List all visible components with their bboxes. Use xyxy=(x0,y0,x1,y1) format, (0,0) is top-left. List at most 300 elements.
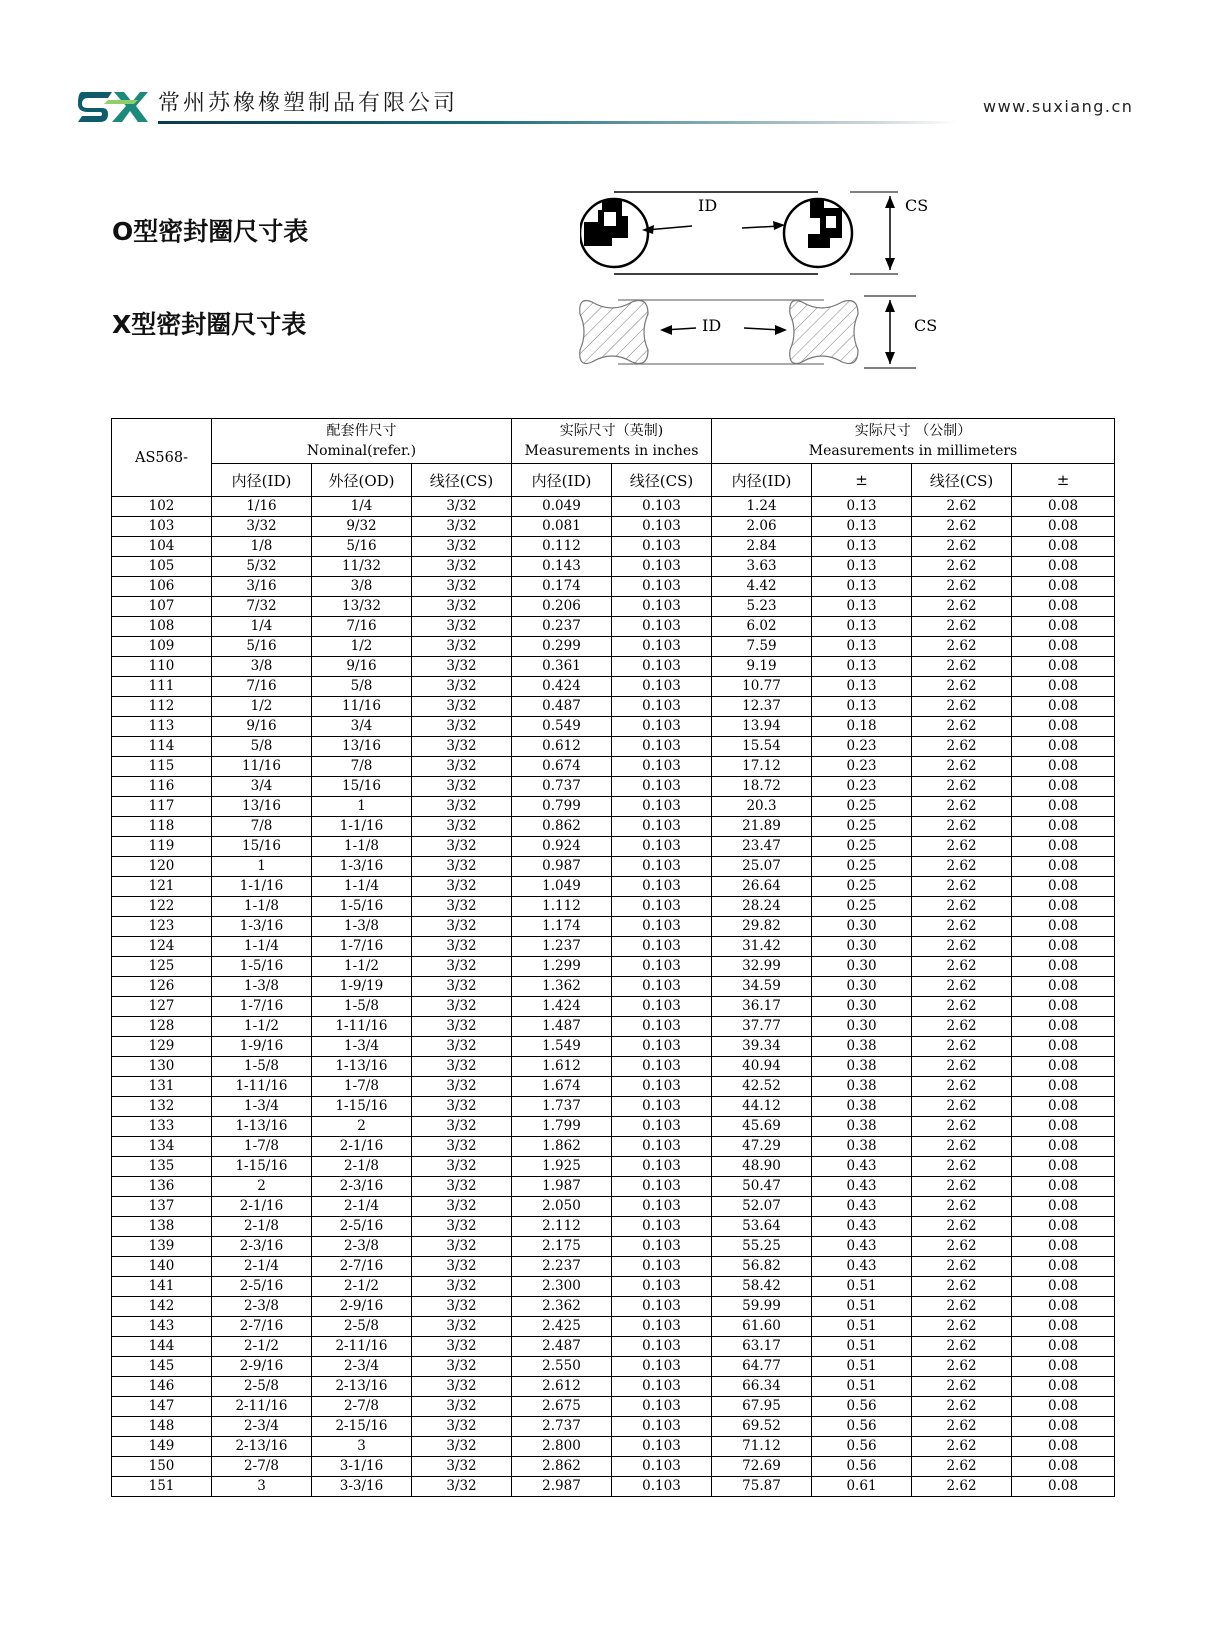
table-cell: 0.103 xyxy=(612,617,712,637)
table-cell: 2-5/8 xyxy=(212,1377,312,1397)
table-cell: 2.62 xyxy=(912,1097,1012,1117)
table-cell: 3/32 xyxy=(412,737,512,757)
company-logo-icon xyxy=(78,84,148,126)
table-cell: 132 xyxy=(112,1097,212,1117)
table-cell: 1-7/8 xyxy=(212,1137,312,1157)
table-cell: 9/16 xyxy=(212,717,312,737)
table-cell: 2-1/16 xyxy=(312,1137,412,1157)
table-row xyxy=(112,1097,1115,1117)
table-cell: 2-15/16 xyxy=(312,1417,412,1437)
table-cell: 0.103 xyxy=(612,1237,712,1257)
table-row xyxy=(112,717,1115,737)
table-cell: 0.08 xyxy=(1012,737,1115,757)
table-cell: 2.62 xyxy=(912,777,1012,797)
table-cell: 139 xyxy=(112,1237,212,1257)
table-cell: 1-1/16 xyxy=(312,817,412,837)
table-cell: 1.24 xyxy=(712,497,812,517)
table-cell: 0.08 xyxy=(1012,1357,1115,1377)
table-cell: 2.737 xyxy=(512,1417,612,1437)
table-cell: 0.103 xyxy=(612,897,712,917)
table-cell: 2.362 xyxy=(512,1297,612,1317)
table-cell: 1-11/16 xyxy=(312,1017,412,1037)
table-cell: 2.62 xyxy=(912,1477,1012,1497)
table-cell: 36.17 xyxy=(712,997,812,1017)
table-cell: 0.51 xyxy=(812,1317,912,1337)
table-cell: 3/32 xyxy=(412,717,512,737)
table-cell: 0.30 xyxy=(812,917,912,937)
table-cell: 0.737 xyxy=(512,777,612,797)
table-cell: 0.43 xyxy=(812,1257,912,1277)
table-cell: 7.59 xyxy=(712,637,812,657)
table-cell: 1-5/16 xyxy=(312,897,412,917)
table-cell: 3/32 xyxy=(412,977,512,997)
table-cell: 1-7/16 xyxy=(312,937,412,957)
table-cell: 2.62 xyxy=(912,897,1012,917)
table-cell: 0.13 xyxy=(812,537,912,557)
table-cell: 3/32 xyxy=(412,1037,512,1057)
table-cell: 3 xyxy=(312,1437,412,1457)
table-cell: 126 xyxy=(112,977,212,997)
table-cell: 0.56 xyxy=(812,1397,912,1417)
table-cell: 0.103 xyxy=(612,1117,712,1137)
table-cell: 0.30 xyxy=(812,937,912,957)
table-cell: 3/4 xyxy=(312,717,412,737)
table-row xyxy=(112,1177,1115,1197)
table-cell: 111 xyxy=(112,677,212,697)
table-cell: 3/32 xyxy=(412,997,512,1017)
size-table xyxy=(111,418,1115,1497)
table-cell: 0.08 xyxy=(1012,817,1115,837)
table-cell: 2.62 xyxy=(912,1037,1012,1057)
table-cell: 0.43 xyxy=(812,1177,912,1197)
table-cell: 0.08 xyxy=(1012,977,1115,997)
table-cell: 1-7/8 xyxy=(312,1077,412,1097)
sub-header: 内径(ID) xyxy=(712,464,812,497)
table-cell: 2-1/2 xyxy=(212,1337,312,1357)
table-cell: 0.08 xyxy=(1012,617,1115,637)
table-cell: 2-1/2 xyxy=(312,1277,412,1297)
table-cell: 29.82 xyxy=(712,917,812,937)
table-cell: 0.103 xyxy=(612,537,712,557)
table-cell: 0.103 xyxy=(612,597,712,617)
table-cell: 0.23 xyxy=(812,737,912,757)
table-row xyxy=(112,1337,1115,1357)
table-cell: 1.737 xyxy=(512,1097,612,1117)
table-cell: 1-3/8 xyxy=(212,977,312,997)
table-cell: 0.08 xyxy=(1012,1417,1115,1437)
table-cell: 1.612 xyxy=(512,1057,612,1077)
table-cell: 3/32 xyxy=(412,1297,512,1317)
table-cell: 2-7/8 xyxy=(212,1457,312,1477)
table-cell: 20.3 xyxy=(712,797,812,817)
table-cell: 3/32 xyxy=(412,1437,512,1457)
table-cell: 0.08 xyxy=(1012,1157,1115,1177)
table-cell: 1-15/16 xyxy=(312,1097,412,1117)
table-cell: 136 xyxy=(112,1177,212,1197)
table-cell: 105 xyxy=(112,557,212,577)
table-row xyxy=(112,657,1115,677)
table-cell: 2.62 xyxy=(912,617,1012,637)
table-cell: 0.103 xyxy=(612,677,712,697)
table-row xyxy=(112,577,1115,597)
table-cell: 2.62 xyxy=(912,1437,1012,1457)
table-cell: 0.30 xyxy=(812,1017,912,1037)
table-cell: 3/32 xyxy=(412,1377,512,1397)
table-cell: 3/32 xyxy=(412,1137,512,1157)
table-cell: 0.103 xyxy=(612,857,712,877)
table-cell: 2.62 xyxy=(912,937,1012,957)
table-cell: 3/32 xyxy=(412,757,512,777)
table-cell: 125 xyxy=(112,957,212,977)
table-row xyxy=(112,537,1115,557)
table-cell: 42.52 xyxy=(712,1077,812,1097)
sub-header: 线径(CS) xyxy=(412,464,512,497)
table-row xyxy=(112,897,1115,917)
table-cell: 1-1/4 xyxy=(212,937,312,957)
table-cell: 138 xyxy=(112,1217,212,1237)
table-cell: 37.77 xyxy=(712,1017,812,1037)
table-cell: 3/32 xyxy=(412,657,512,677)
table-row xyxy=(112,1117,1115,1137)
table-cell: 0.18 xyxy=(812,717,912,737)
table-group-header-row xyxy=(112,419,1115,464)
table-cell: 0.799 xyxy=(512,797,612,817)
inch-group-title: 实际尺寸（英制) xyxy=(559,423,664,439)
table-cell: 2.862 xyxy=(512,1457,612,1477)
table-cell: 3/32 xyxy=(412,1417,512,1437)
table-cell: 2-1/8 xyxy=(312,1157,412,1177)
table-cell: 3/32 xyxy=(412,1177,512,1197)
table-cell: 0.08 xyxy=(1012,657,1115,677)
table-cell: 2-1/16 xyxy=(212,1197,312,1217)
table-row xyxy=(112,1297,1115,1317)
table-row xyxy=(112,977,1115,997)
table-cell: 0.103 xyxy=(612,737,712,757)
table-cell: 0.103 xyxy=(612,1137,712,1157)
table-cell: 7/16 xyxy=(212,677,312,697)
table-cell: 108 xyxy=(112,617,212,637)
table-cell: 3/32 xyxy=(412,1197,512,1217)
table-row xyxy=(112,817,1115,837)
table-cell: 0.103 xyxy=(612,797,712,817)
table-cell: 0.103 xyxy=(612,1457,712,1477)
table-cell: 3/4 xyxy=(212,777,312,797)
table-cell: 0.38 xyxy=(812,1077,912,1097)
table-cell: 32.99 xyxy=(712,957,812,977)
table-cell: 3/16 xyxy=(212,577,312,597)
table-cell: 18.72 xyxy=(712,777,812,797)
sub-header: 外径(OD) xyxy=(312,464,412,497)
table-cell: 0.174 xyxy=(512,577,612,597)
table-cell: 5/8 xyxy=(312,677,412,697)
table-cell: 0.103 xyxy=(612,777,712,797)
table-cell: 151 xyxy=(112,1477,212,1497)
table-cell: 2-5/8 xyxy=(312,1317,412,1337)
table-cell: 2.487 xyxy=(512,1337,612,1357)
table-cell: 26.64 xyxy=(712,877,812,897)
table-row xyxy=(112,1037,1115,1057)
table-cell: 3/32 xyxy=(412,817,512,837)
table-cell: 112 xyxy=(112,697,212,717)
table-cell: 149 xyxy=(112,1437,212,1457)
table-cell: 0.103 xyxy=(612,1277,712,1297)
table-cell: 0.103 xyxy=(612,1097,712,1117)
table-row xyxy=(112,617,1115,637)
table-cell: 0.25 xyxy=(812,857,912,877)
table-cell: 1-1/8 xyxy=(312,837,412,857)
table-cell: 0.56 xyxy=(812,1437,912,1457)
table-cell: 11/32 xyxy=(312,557,412,577)
o-ring-title: O型密封圈尺寸表 xyxy=(112,217,309,246)
table-cell: 2.62 xyxy=(912,517,1012,537)
table-cell: 2.62 xyxy=(912,597,1012,617)
table-cell: 1/4 xyxy=(212,617,312,637)
table-cell: 2.62 xyxy=(912,697,1012,717)
x-ring-title: X型密封圈尺寸表 xyxy=(112,310,307,339)
table-cell: 1/2 xyxy=(312,637,412,657)
table-cell: 106 xyxy=(112,577,212,597)
table-cell: 0.103 xyxy=(612,1057,712,1077)
table-cell: 2.62 xyxy=(912,877,1012,897)
table-row xyxy=(112,777,1115,797)
table-cell: 2.237 xyxy=(512,1257,612,1277)
table-cell: 148 xyxy=(112,1417,212,1437)
table-row xyxy=(112,1237,1115,1257)
table-cell: 0.103 xyxy=(612,957,712,977)
table-cell: 1-11/16 xyxy=(212,1077,312,1097)
col-code-header: AS568- xyxy=(112,419,212,497)
table-cell: 104 xyxy=(112,537,212,557)
table-cell: 2.300 xyxy=(512,1277,612,1297)
table-cell: 113 xyxy=(112,717,212,737)
table-cell: 2.675 xyxy=(512,1397,612,1417)
table-cell: 3/32 xyxy=(412,617,512,637)
table-cell: 2.62 xyxy=(912,1377,1012,1397)
table-cell: 5/16 xyxy=(212,637,312,657)
table-cell: 2-1/4 xyxy=(312,1197,412,1217)
table-cell: 0.08 xyxy=(1012,837,1115,857)
table-cell: 3/32 xyxy=(412,557,512,577)
inch-group-title-en: Measurements in inches xyxy=(524,443,699,459)
table-row xyxy=(112,597,1115,617)
table-cell: 140 xyxy=(112,1257,212,1277)
o-cs-label: CS xyxy=(905,196,929,215)
table-cell: 0.08 xyxy=(1012,1437,1115,1457)
sub-header: 线径(CS) xyxy=(912,464,1012,497)
table-cell: 114 xyxy=(112,737,212,757)
table-row xyxy=(112,1017,1115,1037)
table-cell: 3/8 xyxy=(312,577,412,597)
table-cell: 0.08 xyxy=(1012,1297,1115,1317)
table-cell: 0.08 xyxy=(1012,1017,1115,1037)
table-row xyxy=(112,1477,1115,1497)
table-row xyxy=(112,857,1115,877)
table-row xyxy=(112,1217,1115,1237)
table-cell: 2.62 xyxy=(912,1077,1012,1097)
table-cell: 2-13/16 xyxy=(312,1377,412,1397)
table-cell: 2.175 xyxy=(512,1237,612,1257)
table-row xyxy=(112,957,1115,977)
table-cell: 1-15/16 xyxy=(212,1157,312,1177)
table-cell: 0.38 xyxy=(812,1037,912,1057)
table-cell: 0.08 xyxy=(1012,597,1115,617)
table-cell: 115 xyxy=(112,757,212,777)
table-cell: 0.13 xyxy=(812,637,912,657)
table-cell: 3/32 xyxy=(412,957,512,977)
table-cell: 2-7/16 xyxy=(212,1317,312,1337)
table-cell: 0.08 xyxy=(1012,637,1115,657)
table-cell: 2 xyxy=(312,1117,412,1137)
table-cell: 1-1/4 xyxy=(312,877,412,897)
table-cell: 137 xyxy=(112,1197,212,1217)
table-cell: 13/16 xyxy=(312,737,412,757)
table-row xyxy=(112,737,1115,757)
table-cell: 0.103 xyxy=(612,1037,712,1057)
table-cell: 1 xyxy=(312,797,412,817)
table-cell: 0.08 xyxy=(1012,1057,1115,1077)
table-cell: 2.62 xyxy=(912,1417,1012,1437)
table-cell: 48.90 xyxy=(712,1157,812,1177)
table-cell: 2.06 xyxy=(712,517,812,537)
table-row xyxy=(112,917,1115,937)
table-cell: 1.112 xyxy=(512,897,612,917)
table-cell: 1/4 xyxy=(312,497,412,517)
table-cell: 3-1/16 xyxy=(312,1457,412,1477)
website-link[interactable]: www.suxiang.cn xyxy=(983,97,1134,116)
table-cell: 3/32 xyxy=(412,917,512,937)
table-cell: 1.174 xyxy=(512,917,612,937)
table-cell: 2.62 xyxy=(912,857,1012,877)
sub-header: 内径(ID) xyxy=(212,464,312,497)
table-cell: 0.43 xyxy=(812,1157,912,1177)
table-cell: 0.299 xyxy=(512,637,612,657)
table-cell: 3/32 xyxy=(412,1097,512,1117)
table-row xyxy=(112,697,1115,717)
table-cell: 1-1/2 xyxy=(212,1017,312,1037)
table-cell: 0.08 xyxy=(1012,1457,1115,1477)
table-cell: 3/32 xyxy=(412,837,512,857)
table-cell: 0.143 xyxy=(512,557,612,577)
table-cell: 2-7/16 xyxy=(312,1257,412,1277)
table-cell: 0.08 xyxy=(1012,1257,1115,1277)
table-cell: 53.64 xyxy=(712,1217,812,1237)
table-cell: 55.25 xyxy=(712,1237,812,1257)
table-cell: 0.103 xyxy=(612,997,712,1017)
table-cell: 5/32 xyxy=(212,557,312,577)
table-cell: 2.62 xyxy=(912,957,1012,977)
table-row xyxy=(112,1257,1115,1277)
table-cell: 3/32 xyxy=(412,677,512,697)
table-cell: 0.08 xyxy=(1012,937,1115,957)
table-cell: 3/32 xyxy=(412,577,512,597)
table-cell: 3/32 xyxy=(412,1397,512,1417)
mm-group-title: 实际尺寸 （公制） xyxy=(854,423,972,439)
table-cell: 133 xyxy=(112,1117,212,1137)
table-cell: 0.13 xyxy=(812,597,912,617)
table-cell: 52.07 xyxy=(712,1197,812,1217)
table-cell: 0.103 xyxy=(612,1357,712,1377)
table-cell: 0.08 xyxy=(1012,1317,1115,1337)
table-cell: 1-13/16 xyxy=(312,1057,412,1077)
table-cell: 3/32 xyxy=(412,517,512,537)
table-cell: 1-3/4 xyxy=(312,1037,412,1057)
table-cell: 13/16 xyxy=(212,797,312,817)
table-cell: 0.103 xyxy=(612,717,712,737)
table-cell: 67.95 xyxy=(712,1397,812,1417)
table-cell: 0.103 xyxy=(612,1437,712,1457)
table-cell: 3/32 xyxy=(412,497,512,517)
table-cell: 2-1/8 xyxy=(212,1217,312,1237)
table-cell: 0.08 xyxy=(1012,717,1115,737)
mm-group-header xyxy=(712,419,1115,464)
table-cell: 58.42 xyxy=(712,1277,812,1297)
table-cell: 1.237 xyxy=(512,937,612,957)
table-cell: 0.56 xyxy=(812,1417,912,1437)
table-cell: 1-7/16 xyxy=(212,997,312,1017)
table-cell: 0.13 xyxy=(812,697,912,717)
table-cell: 0.103 xyxy=(612,577,712,597)
table-cell: 2.62 xyxy=(912,1297,1012,1317)
table-cell: 141 xyxy=(112,1277,212,1297)
table-cell: 0.38 xyxy=(812,1117,912,1137)
table-cell: 2.987 xyxy=(512,1477,612,1497)
table-cell: 2.62 xyxy=(912,1057,1012,1077)
table-cell: 11/16 xyxy=(312,697,412,717)
table-cell: 3/32 xyxy=(412,537,512,557)
table-cell: 0.08 xyxy=(1012,797,1115,817)
table-cell: 129 xyxy=(112,1037,212,1057)
table-cell: 103 xyxy=(112,517,212,537)
table-cell: 2.62 xyxy=(912,657,1012,677)
table-row xyxy=(112,1197,1115,1217)
table-cell: 61.60 xyxy=(712,1317,812,1337)
table-cell: 2.800 xyxy=(512,1437,612,1457)
table-cell: 0.08 xyxy=(1012,557,1115,577)
table-cell: 0.103 xyxy=(612,1377,712,1397)
table-cell: 2.62 xyxy=(912,1277,1012,1297)
table-cell: 0.13 xyxy=(812,497,912,517)
table-cell: 0.56 xyxy=(812,1457,912,1477)
table-cell: 1 xyxy=(212,857,312,877)
table-cell: 1-9/19 xyxy=(312,977,412,997)
nominal-group-title-en: Nominal(refer.) xyxy=(306,443,417,459)
table-cell: 146 xyxy=(112,1377,212,1397)
table-cell: 0.13 xyxy=(812,557,912,577)
table-cell: 2.62 xyxy=(912,717,1012,737)
table-cell: 6.02 xyxy=(712,617,812,637)
x-ring-diagram xyxy=(578,292,923,374)
table-cell: 2-5/16 xyxy=(312,1217,412,1237)
table-cell: 3 xyxy=(212,1477,312,1497)
table-cell: 0.103 xyxy=(612,697,712,717)
table-cell: 3/32 xyxy=(412,857,512,877)
table-cell: 28.24 xyxy=(712,897,812,917)
table-cell: 109 xyxy=(112,637,212,657)
table-cell: 2.62 xyxy=(912,1117,1012,1137)
table-cell: 142 xyxy=(112,1297,212,1317)
table-cell: 1.424 xyxy=(512,997,612,1017)
table-cell: 0.103 xyxy=(612,1077,712,1097)
table-cell: 0.103 xyxy=(612,497,712,517)
table-cell: 0.13 xyxy=(812,677,912,697)
nominal-group-title: 配套件尺寸 xyxy=(326,423,397,439)
table-cell: 10.77 xyxy=(712,677,812,697)
table-cell: 12.37 xyxy=(712,697,812,717)
table-cell: 3/32 xyxy=(412,877,512,897)
table-cell: 56.82 xyxy=(712,1257,812,1277)
table-cell: 45.69 xyxy=(712,1117,812,1137)
table-cell: 0.103 xyxy=(612,1197,712,1217)
